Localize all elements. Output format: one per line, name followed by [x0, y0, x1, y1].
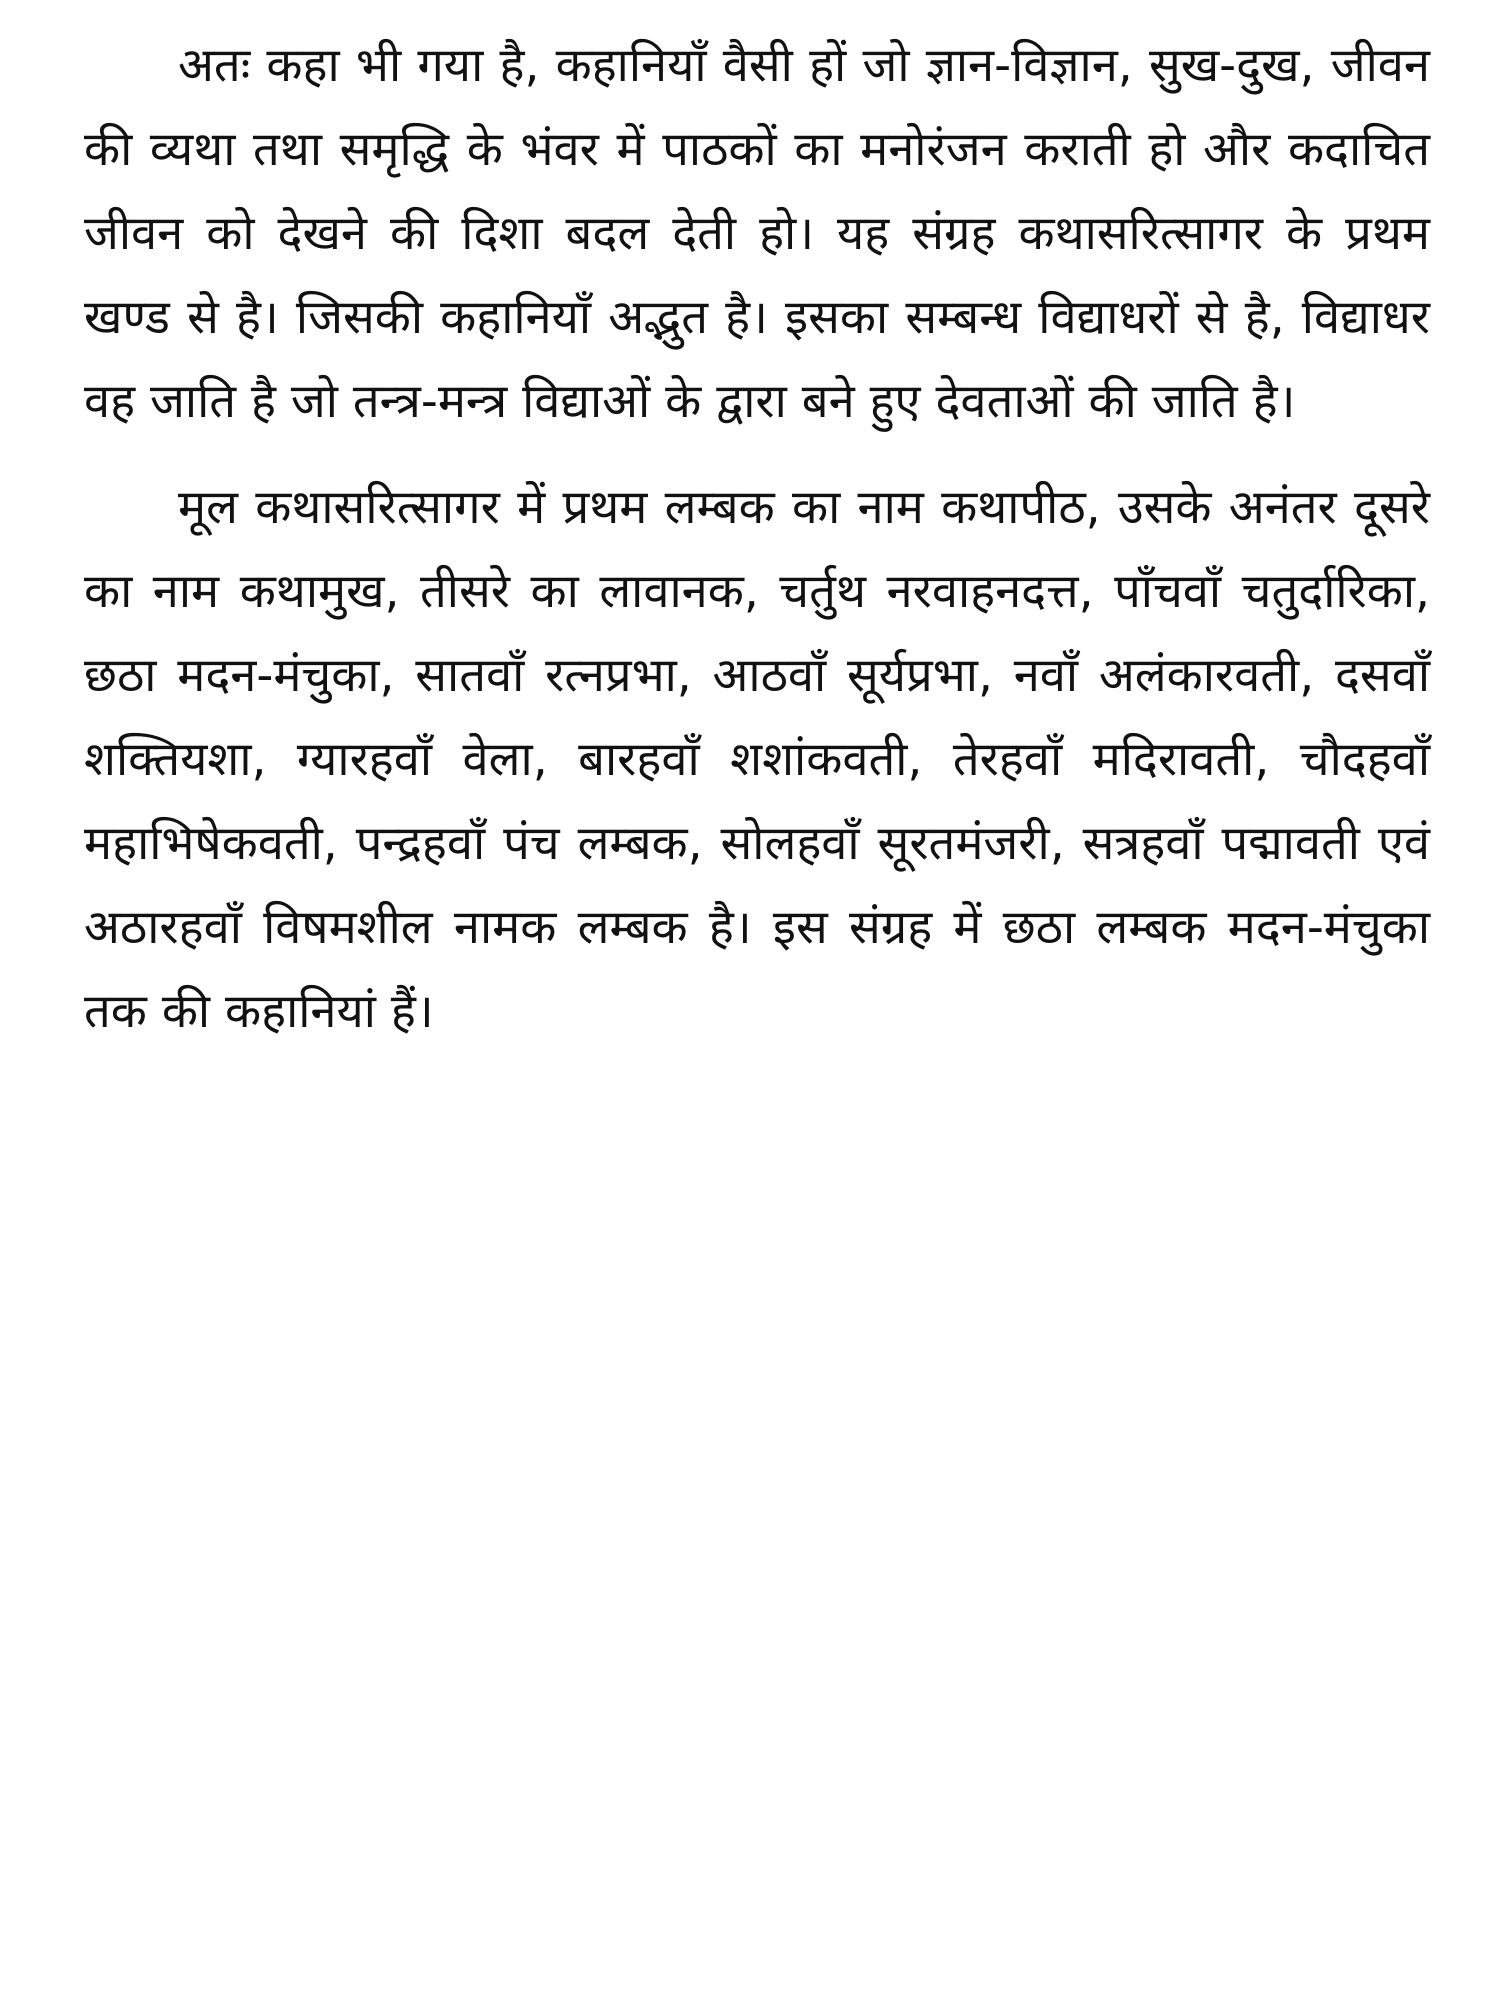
paragraph-intro: अतः कहा भी गया है, कहानियाँ वैसी हों जो ज्ञान-विज्ञान, सुख-दुख, जीवन की व्यथा तथा समृद्धि के भंवर में पाठकों का मनोरंजन कराती हो और कदाचित जीवन को देखने की दिशा बदल देती हो। यह संग्रह कथासरित्सागर के प्रथम खण्ड से है। जिसकी कहानियाँ अद्भुत है। इसका सम्बन्ध विद्याधरों से है, विद्याधर वह जाति है जो तन्त्र-मन्त्र विद्याओं के द्वारा बने हुए देवताओं की जाति है। [84, 38, 1430, 429]
document-page [84, 24, 1430, 1076]
paragraph-lambaka-list: मूल कथासरित्सागर में प्रथम लम्बक का नाम कथापीठ, उसके अनंतर दूसरे का नाम कथामुख, तीसरे का लावानक, चर्तुथ नरवाहनदत्त, पाँचवाँ चतुर्दारिका, छठा मदन-मंचुका, सातवाँ रत्नप्रभा, आठवाँ सूर्यप्रभा, नवाँ अलंकारवती, दसवाँ शक्तियशा, ग्यारहवाँ वेला, बारहवाँ शशांकवती, तेरहवाँ मदिरावती, चौदहवाँ महाभिषेकवती, पन्द्रहवाँ पंच लम्बक, सोलहवाँ सूरतमंजरी, सत्रहवाँ पद्मावती एवं अठारहवाँ विषमशील नामक लम्बक है। इस संग्रह में छठा लम्बक मदन-मंचुका तक की कहानियां हैं। [84, 480, 1430, 1039]
